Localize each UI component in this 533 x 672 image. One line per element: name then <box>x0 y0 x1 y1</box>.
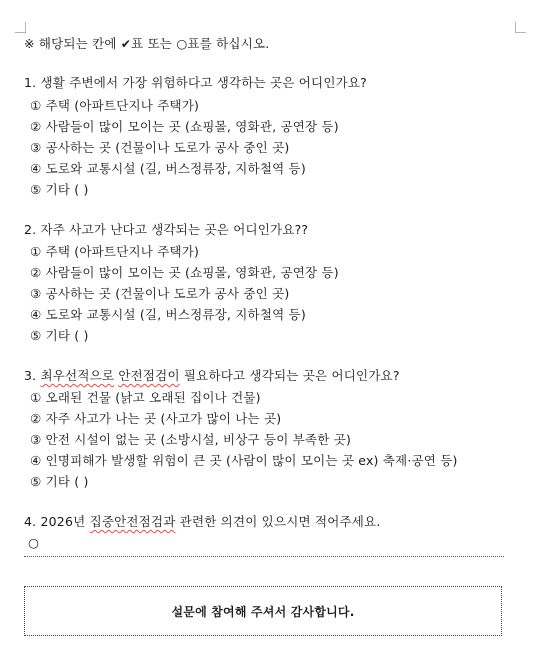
instruction-text-2: 표 또는 ○표를 하십시오. <box>131 36 270 51</box>
question-1-option-2[interactable]: ② 사람들이 많이 모이는 곳 (쇼핑몰, 영화관, 공연장 등) <box>30 119 339 134</box>
question-2-option-5[interactable]: ⑤ 기타 ( ) <box>30 328 89 343</box>
question-3-title-part: 안전점검이 <box>118 368 180 383</box>
question-4-title-part: 집중안전점검과 <box>89 514 176 529</box>
question-3-title-part: 3. <box>24 368 41 383</box>
question-3-option-4[interactable]: ④ 인명피해가 발생할 위험이 큰 곳 (사람이 많이 모이는 곳 ex) 축제·공연 등) <box>30 453 458 468</box>
question-1-option-4[interactable]: ④ 도로와 교통시설 (길, 버스정류장, 지하철역 등) <box>30 161 306 176</box>
question-3-option-2[interactable]: ② 자주 사고가 나는 곳 (사고가 많이 나는 곳) <box>30 411 282 426</box>
question-4-title-part: 관련한 의견이 있으시면 적어주세요. <box>175 514 381 529</box>
thanks-message: 설문에 참여해 주셔서 감사합니다. <box>171 604 355 619</box>
question-1-option-5[interactable]: ⑤ 기타 ( ) <box>30 182 89 197</box>
page-corner-mark <box>515 22 526 33</box>
question-2-title: 2. 자주 사고가 난다고 생각되는 곳은 어디인가요?? <box>24 222 309 237</box>
check-mark-icon: ✔ <box>120 37 132 51</box>
question-4-title-part: 4. 2026년 <box>24 514 90 529</box>
question-3-option-5[interactable]: ⑤ 기타 ( ) <box>30 474 89 489</box>
question-2-option-3[interactable]: ③ 공사하는 곳 (건물이나 도로가 공사 중인 곳) <box>30 286 290 301</box>
question-4-title <box>24 512 381 530</box>
question-1-option-1[interactable]: ① 주택 (아파트단지나 주택가) <box>30 98 200 113</box>
question-3-title-part: 최우선적으로 <box>40 368 115 383</box>
question-3-option-3[interactable]: ③ 안전 시설이 없는 곳 (소방시설, 비상구 등이 부족한 곳) <box>30 432 352 447</box>
question-3-title-part: 필요하다고 생각되는 곳은 어디인가요? <box>179 368 400 383</box>
question-2-option-2[interactable]: ② 사람들이 많이 모이는 곳 (쇼핑몰, 영화관, 공연장 등) <box>30 265 339 280</box>
thanks-box <box>24 586 502 636</box>
opinion-answer-field[interactable] <box>24 534 504 557</box>
answer-bullet: ○ <box>28 535 40 550</box>
question-2-option-4[interactable]: ④ 도로와 교통시설 (길, 버스정류장, 지하철역 등) <box>30 307 306 322</box>
question-2-option-1[interactable]: ① 주택 (아파트단지나 주택가) <box>30 244 200 259</box>
instruction-line <box>24 34 269 52</box>
instruction-text-1: 해당되는 칸에 <box>38 36 117 51</box>
page-corner-mark <box>15 22 26 33</box>
question-3-option-1[interactable]: ① 오래된 건물 (낡고 오래된 집이나 건물) <box>30 390 261 405</box>
question-1-option-3[interactable]: ③ 공사하는 곳 (건물이나 도로가 공사 중인 곳) <box>30 140 290 155</box>
question-3-title <box>24 366 400 384</box>
instruction-symbol: ※ <box>24 36 35 51</box>
question-1-title: 1. 생활 주변에서 가장 위험하다고 생각하는 곳은 어디인가요? <box>24 75 367 90</box>
